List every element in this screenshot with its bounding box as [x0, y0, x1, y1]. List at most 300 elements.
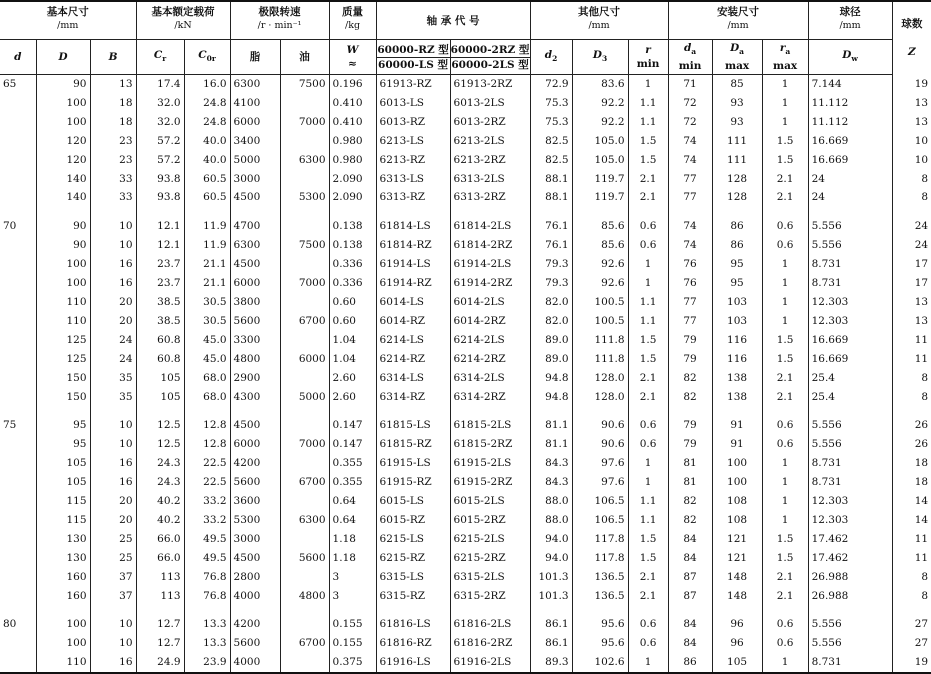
- table-cell: 19: [892, 75, 931, 94]
- table-cell: 26.988: [808, 587, 892, 606]
- table-cell: 2800: [230, 568, 280, 587]
- table-cell: 6015-LS: [376, 492, 450, 511]
- table-cell: [280, 492, 329, 511]
- table-cell: 61815-LS: [376, 416, 450, 435]
- table-cell: 1: [628, 255, 668, 274]
- table-cell: 61915-2RZ: [450, 473, 530, 492]
- table-cell: 20: [90, 312, 136, 331]
- table-cell: 21.1: [184, 255, 230, 274]
- table-cell: 1: [762, 454, 808, 473]
- table-cell: 2.090: [329, 170, 376, 189]
- table-cell: 94.8: [530, 369, 572, 388]
- table-cell: 0.138: [329, 236, 376, 255]
- table-cell: [280, 94, 329, 113]
- table-cell: 84: [668, 530, 712, 549]
- table-cell: 13: [892, 293, 931, 312]
- table-cell: 40.2: [136, 511, 184, 530]
- table-cell: 6015-RZ: [376, 511, 450, 530]
- bore-diameter-cell: [0, 350, 36, 369]
- table-cell: 117.8: [572, 549, 628, 568]
- table-cell: 3800: [230, 293, 280, 312]
- table-cell: [280, 416, 329, 435]
- table-cell: 61814-RZ: [376, 236, 450, 255]
- table-cell: 125: [36, 331, 90, 350]
- table-row: [0, 170, 931, 189]
- header-row-groups: [0, 1, 931, 40]
- table-cell: 17: [892, 274, 931, 293]
- table-cell: 13: [892, 312, 931, 331]
- table-cell: 12.303: [808, 312, 892, 331]
- table-cell: 91: [712, 416, 762, 435]
- table-cell: 35: [90, 388, 136, 407]
- table-cell: 4700: [230, 217, 280, 236]
- table-cell: 6000: [230, 435, 280, 454]
- table-cell: 0.980: [329, 151, 376, 170]
- table-cell: 30.5: [184, 293, 230, 312]
- table-cell: 6013-2RZ: [450, 113, 530, 132]
- table-cell: 27: [892, 615, 931, 634]
- table-cell: 140: [36, 188, 90, 207]
- table-cell: 77: [668, 312, 712, 331]
- bore-diameter-cell: [0, 113, 36, 132]
- table-cell: 6014-LS: [376, 293, 450, 312]
- col-c0r-header: $C_{0r}$: [184, 40, 230, 75]
- table-row: [0, 113, 931, 132]
- table-cell: 106.5: [572, 511, 628, 530]
- bore-diameter-cell: [0, 151, 36, 170]
- table-cell: 102.6: [572, 653, 628, 673]
- table-cell: 0.355: [329, 473, 376, 492]
- table-cell: 37: [90, 587, 136, 606]
- table-cell: 90: [36, 75, 90, 94]
- table-cell: 8: [892, 587, 931, 606]
- spacer-cell: [712, 605, 762, 615]
- table-cell: 79.3: [530, 274, 572, 293]
- table-cell: 82.0: [530, 293, 572, 312]
- table-cell: 75.3: [530, 113, 572, 132]
- table-cell: 74: [668, 236, 712, 255]
- table-cell: 2.1: [628, 188, 668, 207]
- table-cell: 0.6: [628, 435, 668, 454]
- other-dims-header: 其他尺寸 /mm: [530, 1, 668, 40]
- table-cell: 22.5: [184, 454, 230, 473]
- table-cell: 61916-LS: [376, 653, 450, 673]
- spacer-cell: [892, 406, 931, 416]
- table-cell: 0.6: [628, 236, 668, 255]
- table-cell: 105.0: [572, 132, 628, 151]
- table-cell: 111.8: [572, 350, 628, 369]
- table-cell: 11: [892, 530, 931, 549]
- table-cell: 88.0: [530, 511, 572, 530]
- table-cell: 23: [90, 132, 136, 151]
- table-cell: [280, 615, 329, 634]
- table-cell: 6214-2LS: [450, 331, 530, 350]
- table-cell: 5300: [280, 188, 329, 207]
- table-cell: 61915-2LS: [450, 454, 530, 473]
- table-cell: 25.4: [808, 388, 892, 407]
- table-cell: 76: [668, 255, 712, 274]
- table-cell: 105: [136, 388, 184, 407]
- table-cell: 12.1: [136, 217, 184, 236]
- table-cell: 0.355: [329, 454, 376, 473]
- table-row: [0, 236, 931, 255]
- table-cell: 76.1: [530, 217, 572, 236]
- table-cell: 0.64: [329, 511, 376, 530]
- table-cell: 5600: [230, 473, 280, 492]
- table-cell: 120: [36, 132, 90, 151]
- bore-diameter-cell: 65: [3, 78, 17, 90]
- table-cell: 60.5: [184, 188, 230, 207]
- table-cell: 89.0: [530, 350, 572, 369]
- table-row: [0, 454, 931, 473]
- table-cell: 16.669: [808, 151, 892, 170]
- table-cell: 2.1: [762, 568, 808, 587]
- table-cell: 77: [668, 188, 712, 207]
- table-cell: 25: [90, 549, 136, 568]
- table-cell: 76.1: [530, 236, 572, 255]
- table-cell: 25.4: [808, 369, 892, 388]
- table-cell: 16: [90, 255, 136, 274]
- table-cell: 84: [668, 615, 712, 634]
- table-cell: 94.0: [530, 549, 572, 568]
- table-row: [0, 75, 931, 94]
- table-row: [0, 435, 931, 454]
- table-cell: 115: [36, 511, 90, 530]
- spacer-cell: [280, 207, 329, 217]
- table-cell: 138: [712, 388, 762, 407]
- table-cell: 100: [36, 634, 90, 653]
- col-da-header: $d_a$ min: [668, 40, 712, 75]
- table-cell: 8.731: [808, 473, 892, 492]
- group-spacer: [0, 605, 931, 615]
- table-cell: 5.556: [808, 236, 892, 255]
- table-row: [0, 369, 931, 388]
- table-cell: 10: [90, 634, 136, 653]
- table-cell: 2.1: [762, 188, 808, 207]
- table-cell: 6214-LS: [376, 331, 450, 350]
- table-cell: 13: [90, 75, 136, 94]
- table-cell: 5.556: [808, 416, 892, 435]
- table-cell: 97.6: [572, 454, 628, 473]
- table-cell: 4200: [230, 454, 280, 473]
- spacer-cell: [136, 605, 184, 615]
- spacer-cell: [376, 207, 450, 217]
- table-header: [0, 1, 931, 75]
- table-cell: 100: [36, 94, 90, 113]
- table-cell: 4300: [230, 388, 280, 407]
- bore-diameter-cell: [0, 331, 36, 350]
- table-cell: 7000: [280, 435, 329, 454]
- table-cell: 38.5: [136, 312, 184, 331]
- table-cell: 66.0: [136, 549, 184, 568]
- table-cell: 0.147: [329, 435, 376, 454]
- table-cell: 61816-2LS: [450, 615, 530, 634]
- table-row: [0, 492, 931, 511]
- spacer-cell: [0, 406, 36, 416]
- table-cell: 23: [90, 151, 136, 170]
- spacer-cell: [329, 207, 376, 217]
- table-cell: 23.7: [136, 274, 184, 293]
- col-dw-header: $D_w$: [808, 40, 892, 75]
- table-cell: 8.731: [808, 274, 892, 293]
- table-cell: 12.303: [808, 511, 892, 530]
- table-cell: 16: [90, 653, 136, 673]
- table-cell: 95: [36, 416, 90, 435]
- table-cell: 6000: [280, 350, 329, 369]
- table-cell: 2.090: [329, 188, 376, 207]
- table-cell: 88.1: [530, 188, 572, 207]
- table-cell: 10: [90, 435, 136, 454]
- spacer-cell: [329, 406, 376, 416]
- table-cell: 11: [892, 350, 931, 369]
- table-cell: 8: [892, 568, 931, 587]
- table-cell: 16.0: [184, 75, 230, 94]
- table-cell: 12.8: [184, 416, 230, 435]
- bore-diameter-cell: 75: [3, 419, 17, 432]
- spacer-cell: [230, 406, 280, 416]
- table-cell: 26: [892, 435, 931, 454]
- table-cell: 105: [36, 473, 90, 492]
- table-cell: 1.1: [628, 312, 668, 331]
- table-cell: 2.60: [329, 388, 376, 407]
- table-cell: 61913-RZ: [376, 75, 450, 94]
- table-cell: 6215-RZ: [376, 549, 450, 568]
- header-row-symbols: [0, 40, 931, 75]
- table-cell: 0.64: [329, 492, 376, 511]
- bore-diameter-cell: [0, 170, 36, 189]
- spacer-cell: [808, 406, 892, 416]
- table-cell: 24.9: [136, 653, 184, 673]
- table-cell: 1: [762, 492, 808, 511]
- table-cell: 40.2: [136, 492, 184, 511]
- table-cell: 61915-RZ: [376, 473, 450, 492]
- table-cell: 82: [668, 369, 712, 388]
- table-cell: 94.0: [530, 530, 572, 549]
- table-cell: 60.8: [136, 350, 184, 369]
- table-cell: 5000: [230, 151, 280, 170]
- table-row: [0, 274, 931, 293]
- table-cell: 0.410: [329, 94, 376, 113]
- table-cell: 1: [762, 75, 808, 94]
- table-cell: 24: [90, 331, 136, 350]
- table-cell: 13.3: [184, 634, 230, 653]
- table-cell: 82.5: [530, 151, 572, 170]
- table-cell: 11: [892, 331, 931, 350]
- table-cell: 74: [668, 151, 712, 170]
- spacer-cell: [36, 207, 90, 217]
- table-cell: 93.8: [136, 170, 184, 189]
- table-cell: 0.336: [329, 274, 376, 293]
- table-cell: 61814-2RZ: [450, 236, 530, 255]
- table-cell: 24.8: [184, 113, 230, 132]
- table-cell: 111: [712, 151, 762, 170]
- table-cell: 1.5: [628, 331, 668, 350]
- table-cell: 68.0: [184, 369, 230, 388]
- table-cell: 16.669: [808, 132, 892, 151]
- table-cell: 72: [668, 94, 712, 113]
- table-cell: 95: [712, 274, 762, 293]
- bore-diameter-cell: [0, 530, 36, 549]
- table-cell: 0.196: [329, 75, 376, 94]
- table-cell: 71: [668, 75, 712, 94]
- bore-diameter-cell: [0, 634, 36, 653]
- table-cell: 150: [36, 369, 90, 388]
- table-cell: 128: [712, 188, 762, 207]
- spacer-cell: [90, 207, 136, 217]
- table-row: [0, 151, 931, 170]
- table-cell: 20: [90, 511, 136, 530]
- spacer-cell: [892, 605, 931, 615]
- table-cell: 6315-LS: [376, 568, 450, 587]
- table-cell: 6314-2LS: [450, 369, 530, 388]
- table-row: [0, 549, 931, 568]
- table-cell: 4500: [230, 255, 280, 274]
- table-cell: 19: [892, 653, 931, 673]
- table-cell: 94.8: [530, 388, 572, 407]
- table-cell: [280, 454, 329, 473]
- bore-diameter-cell: [0, 492, 36, 511]
- table-cell: 76.8: [184, 587, 230, 606]
- table-cell: 7.144: [808, 75, 892, 94]
- spacer-cell: [280, 605, 329, 615]
- bore-diameter-cell: [0, 388, 36, 407]
- table-cell: 82: [668, 492, 712, 511]
- col-r-header: r min: [628, 40, 668, 75]
- table-cell: 24: [808, 170, 892, 189]
- table-cell: 2.1: [762, 170, 808, 189]
- table-cell: 3000: [230, 170, 280, 189]
- col-ra-header: $r_a$ max: [762, 40, 808, 75]
- bore-diameter-cell: [0, 369, 36, 388]
- table-row: [0, 94, 931, 113]
- table-cell: 24: [892, 236, 931, 255]
- table-cell: 84: [668, 549, 712, 568]
- table-cell: 72.9: [530, 75, 572, 94]
- table-cell: [280, 530, 329, 549]
- table-cell: 140: [36, 170, 90, 189]
- table-cell: 105.0: [572, 151, 628, 170]
- table-cell: 8: [892, 388, 931, 407]
- table-cell: 33.2: [184, 511, 230, 530]
- spacer-cell: [628, 207, 668, 217]
- install-dims-header: 安装尺寸 /mm: [668, 1, 808, 40]
- table-cell: 84.3: [530, 473, 572, 492]
- table-row: [0, 312, 931, 331]
- table-cell: 35: [90, 369, 136, 388]
- table-cell: 1.1: [628, 293, 668, 312]
- col-type-2rz-header: 60000-2RZ 型 60000-2LS 型: [450, 40, 530, 75]
- table-cell: 1.04: [329, 350, 376, 369]
- table-cell: 5600: [230, 312, 280, 331]
- table-cell: 92.6: [572, 255, 628, 274]
- table-cell: 148: [712, 568, 762, 587]
- table-cell: 11.9: [184, 217, 230, 236]
- table-cell: 1: [762, 511, 808, 530]
- table-cell: 1.5: [628, 530, 668, 549]
- table-cell: 7500: [280, 236, 329, 255]
- table-cell: 23.7: [136, 255, 184, 274]
- table-cell: 110: [36, 653, 90, 673]
- table-cell: 90: [36, 217, 90, 236]
- table-cell: 5.556: [808, 217, 892, 236]
- load-rating-header: 基本额定载荷 /kN: [136, 1, 230, 40]
- table-cell: 103: [712, 312, 762, 331]
- table-cell: 105: [136, 369, 184, 388]
- table-cell: 61816-RZ: [376, 634, 450, 653]
- table-cell: 18: [90, 113, 136, 132]
- table-cell: 0.6: [628, 615, 668, 634]
- table-cell: 6014-RZ: [376, 312, 450, 331]
- table-cell: 6313-LS: [376, 170, 450, 189]
- table-cell: 92.6: [572, 274, 628, 293]
- table-cell: 17.4: [136, 75, 184, 94]
- bore-diameter-cell: [0, 568, 36, 587]
- table-cell: 148: [712, 587, 762, 606]
- table-cell: 20: [90, 293, 136, 312]
- table-cell: 1: [628, 653, 668, 673]
- table-row: [0, 511, 931, 530]
- table-cell: 6015-2RZ: [450, 511, 530, 530]
- table-cell: 5000: [280, 388, 329, 407]
- table-cell: 61815-RZ: [376, 435, 450, 454]
- table-cell: 6000: [230, 113, 280, 132]
- bore-diameter-cell: [0, 293, 36, 312]
- col-D-header: D: [36, 40, 90, 75]
- table-cell: 1: [628, 473, 668, 492]
- table-cell: 76.8: [184, 568, 230, 587]
- table-cell: 82.5: [530, 132, 572, 151]
- table-cell: 11.9: [184, 236, 230, 255]
- table-cell: 6213-LS: [376, 132, 450, 151]
- table-cell: 77: [668, 293, 712, 312]
- table-cell: 1.1: [628, 113, 668, 132]
- table-cell: 2900: [230, 369, 280, 388]
- table-cell: 1.5: [762, 350, 808, 369]
- table-cell: 2.1: [628, 388, 668, 407]
- table-cell: 6300: [280, 511, 329, 530]
- table-cell: 136.5: [572, 568, 628, 587]
- table-cell: 6314-RZ: [376, 388, 450, 407]
- table-cell: 1.5: [628, 132, 668, 151]
- bore-diameter-cell: [0, 435, 36, 454]
- table-cell: 12.1: [136, 236, 184, 255]
- table-cell: 1.1: [628, 94, 668, 113]
- table-cell: 0.410: [329, 113, 376, 132]
- table-cell: 87: [668, 568, 712, 587]
- table-cell: 90.6: [572, 435, 628, 454]
- table-cell: 6013-2LS: [450, 94, 530, 113]
- table-cell: 0.155: [329, 615, 376, 634]
- table-cell: 111.8: [572, 331, 628, 350]
- table-cell: 14: [892, 492, 931, 511]
- col-grease-header: 脂: [230, 40, 280, 75]
- table-cell: 6700: [280, 473, 329, 492]
- table-cell: 1: [762, 312, 808, 331]
- table-cell: 113: [136, 587, 184, 606]
- table-cell: 1.5: [762, 151, 808, 170]
- table-cell: 6313-2LS: [450, 170, 530, 189]
- table-cell: 110: [36, 293, 90, 312]
- col-w-header: W ≈: [329, 40, 376, 75]
- table-cell: 81: [668, 454, 712, 473]
- table-cell: 121: [712, 530, 762, 549]
- table-cell: 24: [808, 188, 892, 207]
- table-cell: 61915-LS: [376, 454, 450, 473]
- table-cell: 61914-2LS: [450, 255, 530, 274]
- table-cell: 24.3: [136, 473, 184, 492]
- table-cell: 1: [762, 293, 808, 312]
- bore-diameter-cell: [0, 94, 36, 113]
